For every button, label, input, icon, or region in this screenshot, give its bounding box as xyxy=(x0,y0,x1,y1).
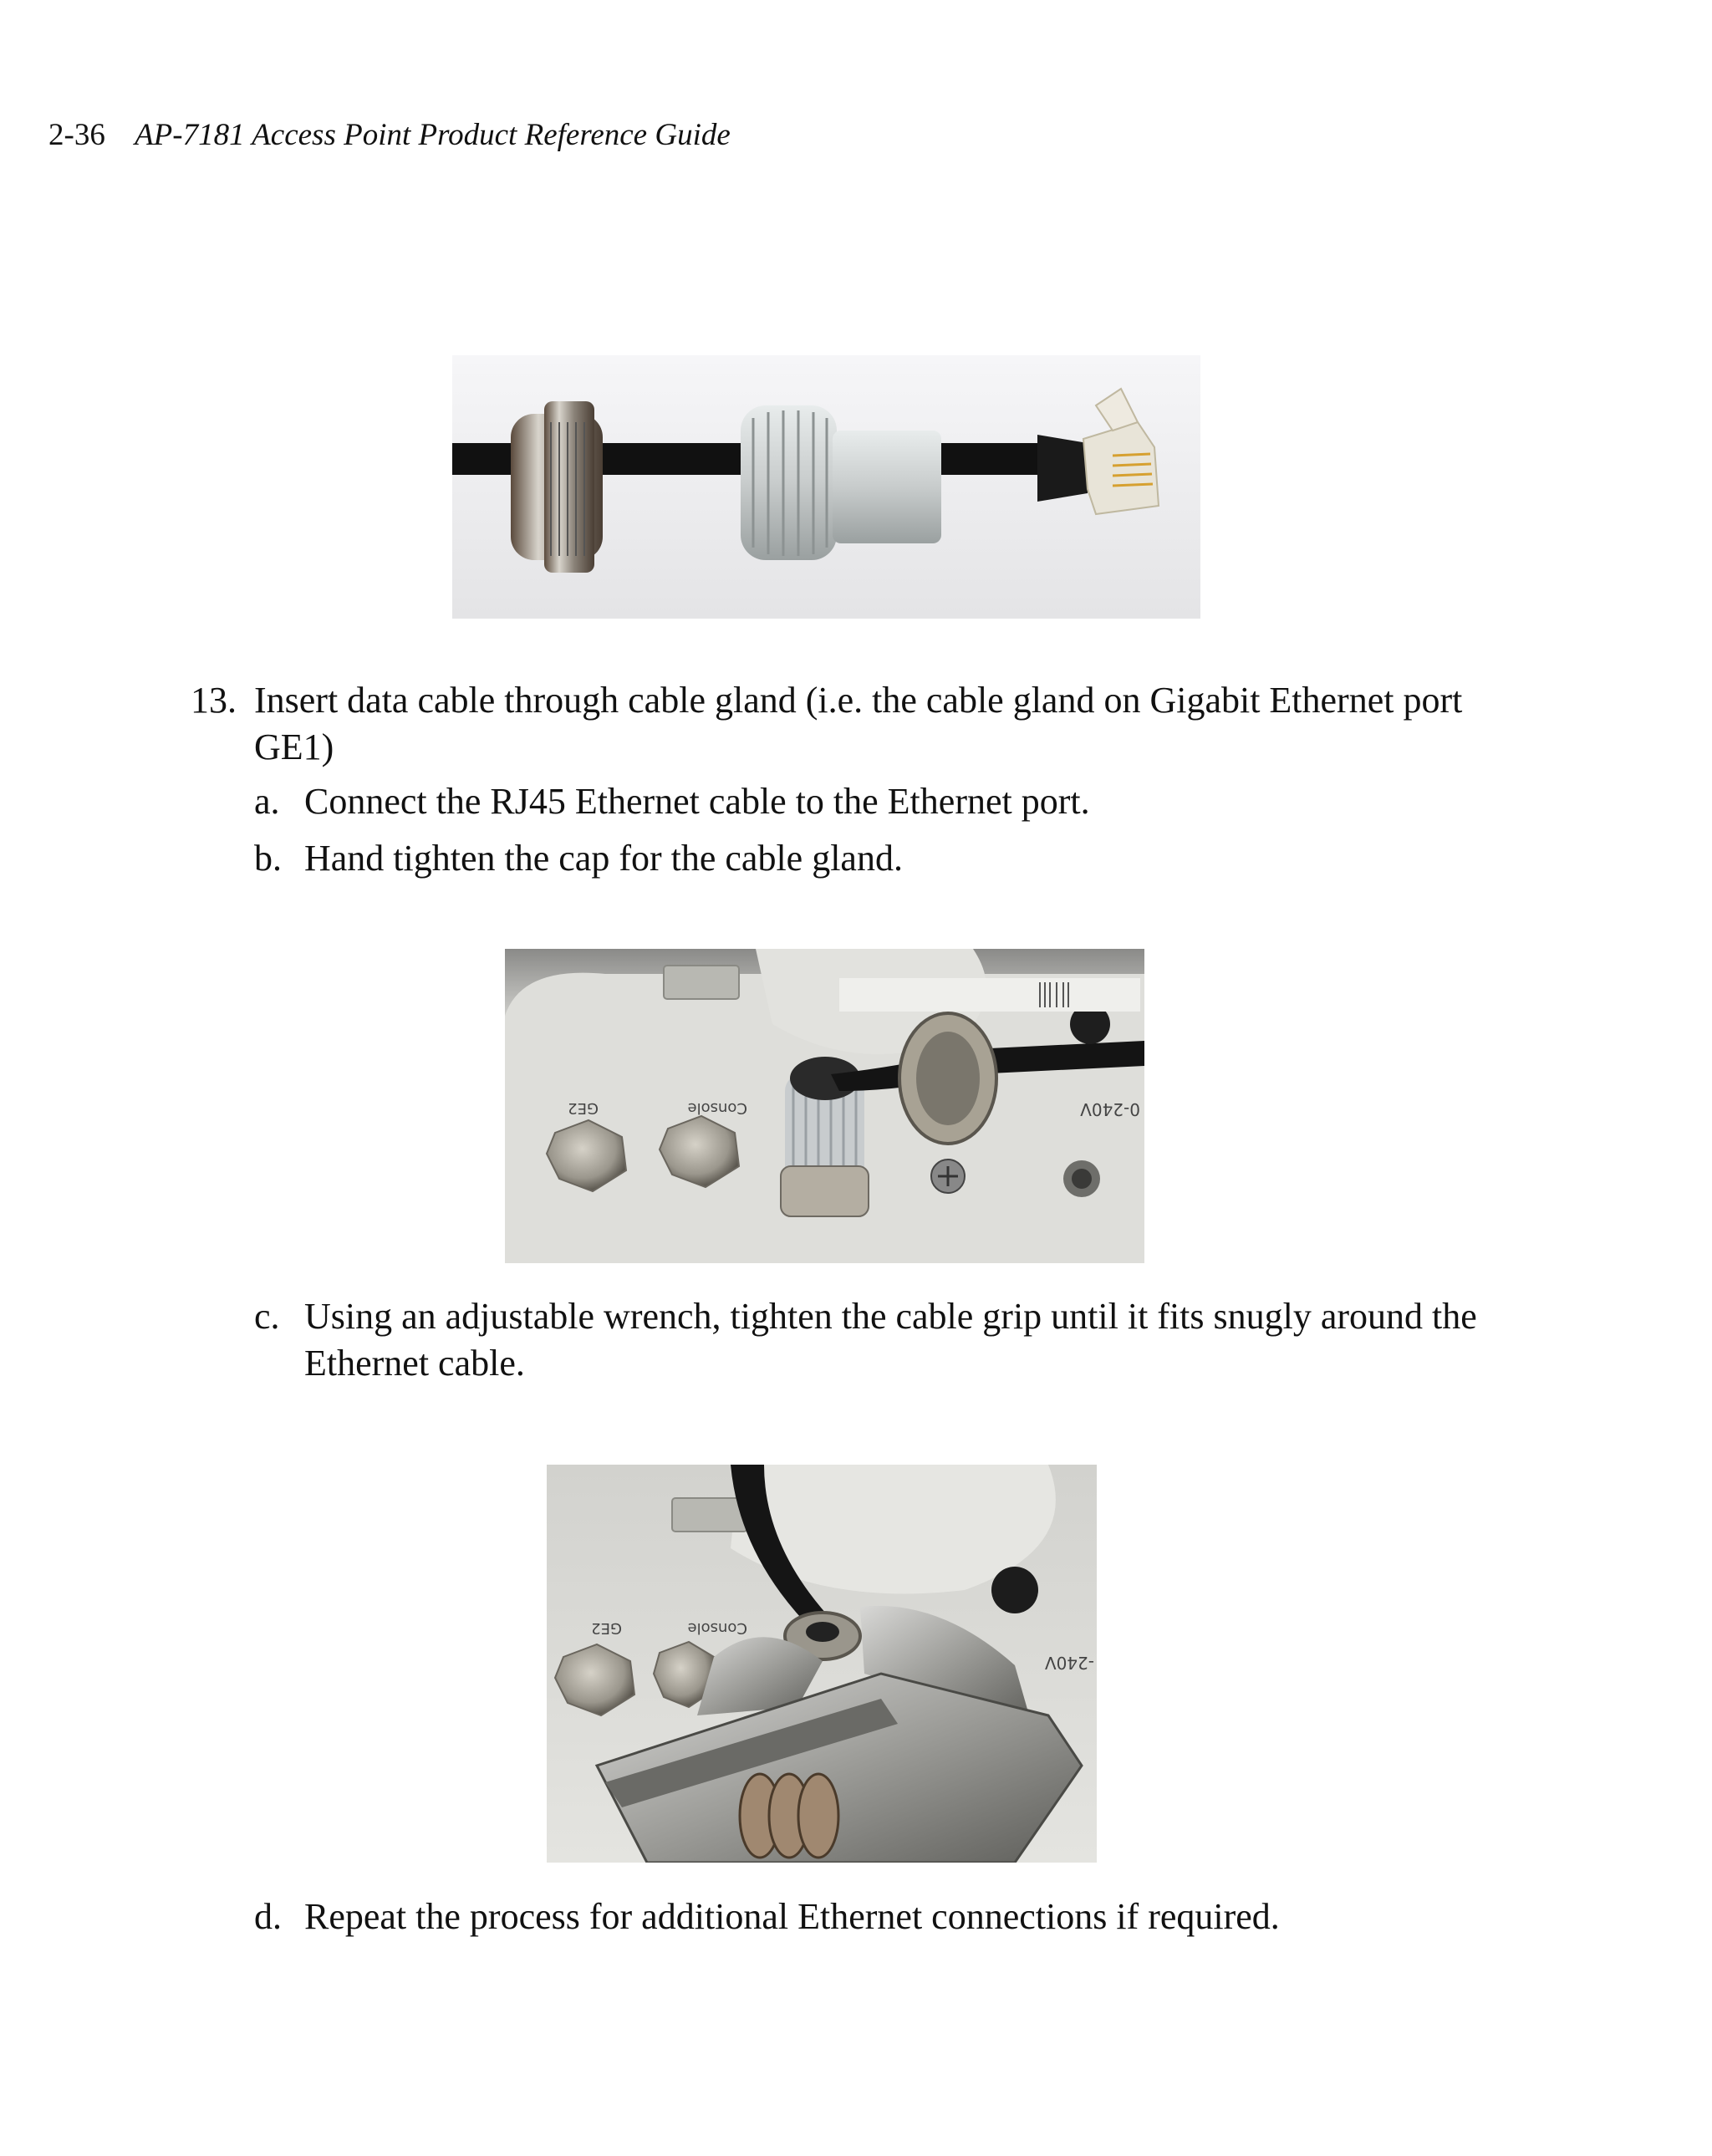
page-number: 2-36 xyxy=(48,118,105,152)
voltage-label: 0-240V xyxy=(1080,1099,1140,1119)
cable-gland-assembly-photo xyxy=(452,355,1200,619)
substep-letter: a. xyxy=(254,781,280,822)
page-header xyxy=(48,117,731,153)
substep-letter: c. xyxy=(254,1296,280,1337)
document-title: AP-7181 Access Point Product Reference Guide xyxy=(135,118,731,152)
ge2-label: GE2 xyxy=(568,1099,599,1117)
substep-text-line1: Using an adjustable wrench, tighten the cable grip until it fits snugly around the xyxy=(304,1296,1477,1337)
substep-text: Hand tighten the cap for the cable gland. xyxy=(304,838,903,879)
substep-text-line2: Ethernet cable. xyxy=(304,1343,525,1384)
step-13-text-line2: GE1) xyxy=(254,726,334,767)
substep-text: Connect the RJ45 Ethernet cable to the Ethernet port. xyxy=(304,781,1090,822)
console-label: Console xyxy=(687,1099,747,1117)
step-13-text-line1: Insert data cable through cable gland (i.e. the cable gland on Gigabit Ethernet port xyxy=(254,680,1463,721)
cable-gland-inserted-photo xyxy=(505,949,1144,1263)
voltage-label: -240V xyxy=(1044,1653,1094,1673)
wrench-tightening-photo xyxy=(547,1465,1097,1863)
step-number: 13. xyxy=(191,680,237,721)
substep-letter: b. xyxy=(254,838,282,879)
ge2-label: GE2 xyxy=(591,1619,622,1637)
substep-letter: d. xyxy=(254,1896,282,1937)
console-label: Console xyxy=(687,1619,747,1637)
substep-text: Repeat the process for additional Ethernet connections if required. xyxy=(304,1896,1280,1937)
